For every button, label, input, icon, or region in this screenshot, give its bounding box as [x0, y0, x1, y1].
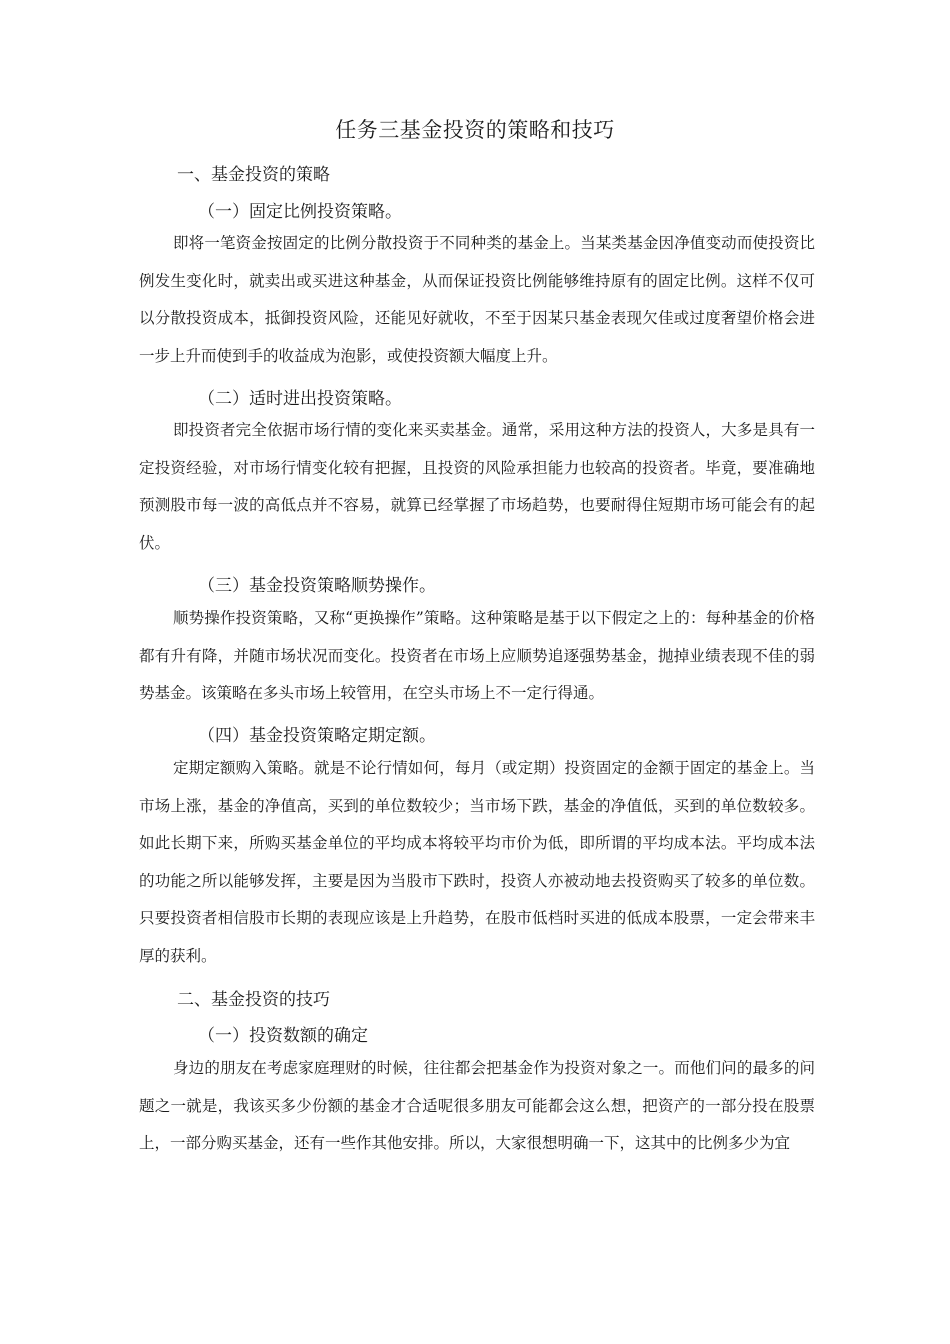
paragraph-amount: 身边的朋友在考虑家庭理财的时候，往往都会把基金作为投资对象之一。而他们问的最多的问题之一就是，我该买多少份额的基金才合适呢很多朋友可能都会这么想，把资产的一部分投在股票上，一部分购买基金，还有一些作其他安排。所以，大家很想明确一下，这其中的比例多少为宜 — [139, 1059, 815, 1152]
document-title: 任务三基金投资的策略和技巧 — [335, 118, 615, 142]
section-heading-strategy: 一、基金投资的策略 — [177, 165, 330, 185]
section-heading-techniques: 二、基金投资的技巧 — [177, 990, 330, 1010]
subsection-heading-fixed-ratio: （一）固定比例投资策略。 — [198, 202, 402, 222]
subsection-heading-trend: （三）基金投资策略顺势操作。 — [198, 576, 436, 596]
paragraph-trend: 顺势操作投资策略，又称“更换操作”策略。这种策略是基于以下假定之上的：每种基金的价格都有升有降，并随市场状况而变化。投资者在市场上应顺势追逐强势基金，抛掉业绩表现不佳的弱势基金。该策略在多头市场上较管用，在空头市场上不一定行得通。 — [139, 609, 815, 702]
subsection-heading-amount: （一）投资数额的确定 — [198, 1026, 368, 1046]
subsection-heading-fixed-amount: （四）基金投资策略定期定额。 — [198, 726, 436, 746]
subsection-heading-timing: （二）适时进出投资策略。 — [198, 389, 402, 409]
paragraph-fixed-amount: 定期定额购入策略。就是不论行情如何，每月（或定期）投资固定的金额于固定的基金上。当市场上涨，基金的净值高，买到的单位数较少；当市场下跌，基金的净值低，买到的单位数较多。如此长期下来，所购买基金单位的平均成本将较平均市价为低，即所谓的平均成本法。平均成本法的功能之所以能够发挥，主要是因为当股市下跌时，投资人亦被动地去投资购买了较多的单位数。只要投资者相信股市长期的表现应该是上升趋势，在股市低档时买进的低成本股票，一定会带来丰厚的获利。 — [139, 759, 815, 965]
paragraph-timing: 即投资者完全依据市场行情的变化来买卖基金。通常，采用这种方法的投资人，大多是具有一定投资经验，对市场行情变化较有把握，且投资的风险承担能力也较高的投资者。毕竟，要准确地预测股市每一波的高低点并不容易，就算已经掌握了市场趋势，也要耐得住短期市场可能会有的起伏。 — [139, 421, 815, 552]
paragraph-fixed-ratio: 即将一笔资金按固定的比例分散投资于不同种类的基金上。当某类基金因净值变动而使投资比例发生变化时，就卖出或买进这种基金，从而保证投资比例能够维持原有的固定比例。这样不仅可以分散投资成本，抵御投资风险，还能见好就收，不至于因某只基金表现欠佳或过度奢望价格会进一步上升而使到手的收益成为泡影，或使投资额大幅度上升。 — [139, 234, 815, 365]
